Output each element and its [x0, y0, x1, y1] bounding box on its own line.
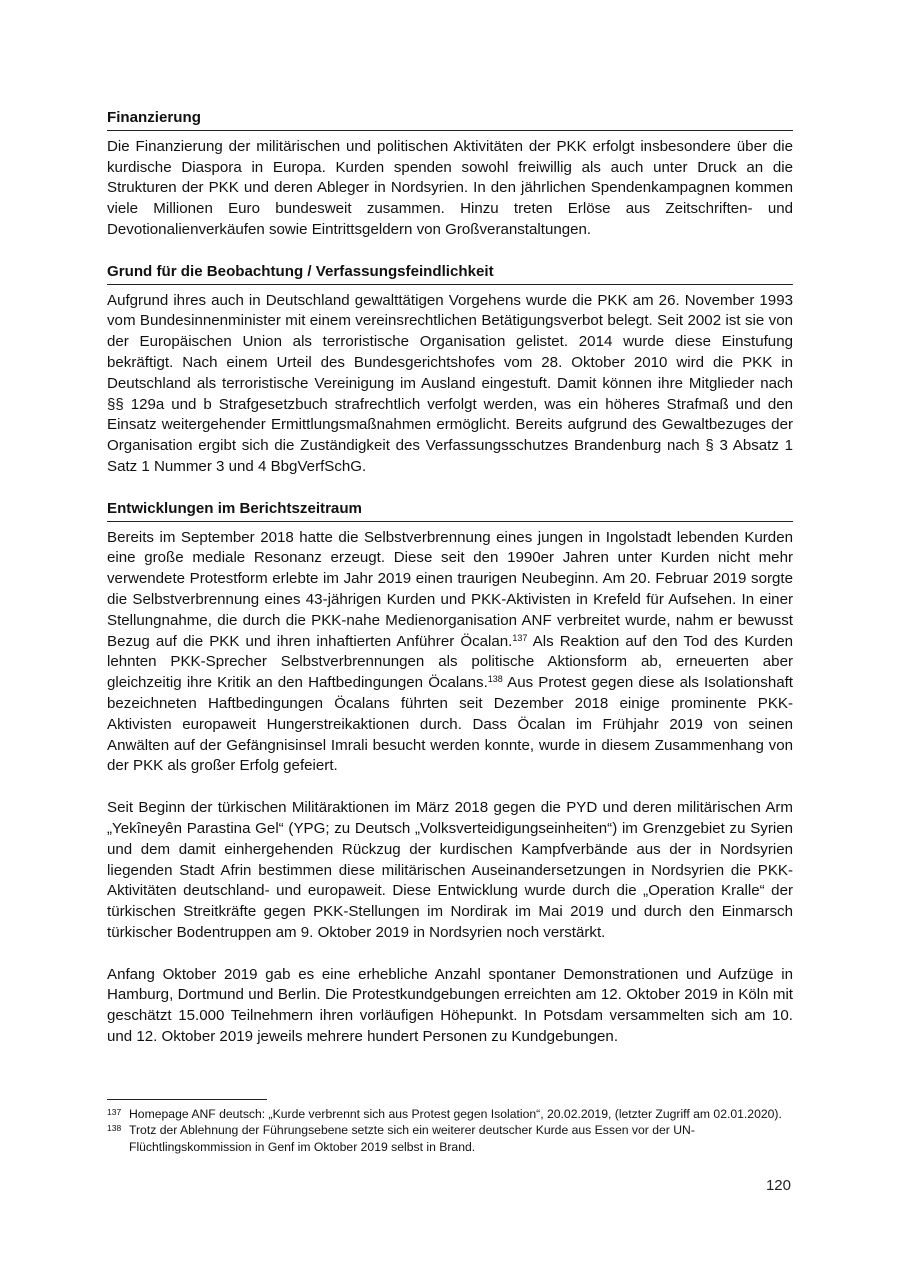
page-number: 120: [765, 1177, 791, 1194]
section-finanzierung: [107, 108, 793, 241]
footnote: [107, 1122, 793, 1155]
footnote-ref[interactable]: 138: [487, 674, 503, 685]
footnote-number: 137: [107, 1107, 122, 1117]
paragraph-text: Als Reaktion auf den Tod des Kurden lehnten PKK-Sprecher Selbstverbrennungen als politische Aktionsform ab, erneuerten aber gleichzeitig ihre Kritik an den Haftbedingungen Öcalans.: [107, 632, 793, 692]
section-grund-beobachtung: [107, 262, 793, 478]
paragraph: Aufgrund ihres auch in Deutschland gewalttätigen Vorgehens wurde die PKK am 26. November 1993 vom Bundesinnenminister mit einem vereinsrechtlichen Betätigungsverbot belegt. Seit 2002 ist sie von der Europäischen Union als terroristische Organisation gelistet. 2014 wurde diese Einstufung bekräftigt. Nach einem Urteil des Bundesgerichtshofes vom 28. Oktober 2010 wird die PKK in Deutschland als terroristische Vereinigung im Ausland eingestuft. Damit können ihre Mitglieder nach §§ 129a und b Strafgesetzbuch strafrechtlich verfolgt werden, was ein höheres Strafmaß und den Einsatz weitergehender Ermittlungsmaßnahmen ermöglicht. Bereits aufgrund des Gewaltbezuges der Organisation ergibt sich die Zuständigkeit des Verfassungsschutzes Brandenburg nach § 3 Absatz 1 Satz 1 Nummer 3 und 4 BbgVerfSchG.: [107, 291, 793, 475]
section-heading: Grund für die Beobachtung / Verfassungsfeindlichkeit: [107, 262, 793, 285]
main-content: [107, 108, 793, 1069]
paragraph: Anfang Oktober 2019 gab es eine erhebliche Anzahl spontaner Demonstrationen und Aufzüge in Hamburg, Dortmund und Berlin. Die Protestkundgebungen erreichten am 12. Oktober 2019 in Köln mit geschätzt 15.000 Teilnehmern ihren vorläufigen Höhepunkt. In Potsdam versammelten sich am 10. und 12. Oktober 2019 jeweils mehrere hundert Personen zu Kundgebungen.: [107, 965, 793, 1046]
paragraph: Die Finanzierung der militärischen und politischen Aktivitäten der PKK erfolgt insbesondere über die kurdische Diaspora in Europa. Kurden spenden sowohl freiwillig als auch unter Druck an die Strukturen der PKK und deren Ableger in Nordsyrien. In den jährlichen Spendenkampagnen kommen viele Millionen Euro bundesweit zusammen. Hinzu treten Erlöse aus Zeitschriften- und Devotionalienverkäufen sowie Eintrittsgeldern von Großveranstaltungen.: [107, 137, 793, 238]
footnotes: [107, 1106, 793, 1155]
paragraph: Seit Beginn der türkischen Militäraktionen im März 2018 gegen die PYD und deren militärischen Arm „Yekîneyên Parastina Gel“ (YPG; zu Deutsch „Volksverteidigungseinheiten“) im Grenzgebiet zu Syrien und dem damit einhergehenden Rückzug der kurdischen Kampfverbände aus der in Nordsyrien liegenden Stadt Afrin bestimmen diese militärischen Auseinandersetzungen in Nordsyrien die PKK-Aktivitäten deutschland- und europaweit. Diese Entwicklung wurde durch die „Operation Kralle“ der türkischen Streitkräfte gegen PKK-Stellungen im Nordirak im Mai 2019 und durch den Einmarsch türkischer Bodentruppen am 9. Oktober 2019 in Nordsyrien noch verstärkt.: [107, 799, 793, 941]
footnote-text: Trotz der Ablehnung der Führungsebene setzte sich ein weiterer deutscher Kurde aus Essen vor der UN-Flüchtlingskommission in Genf im Oktober 2019 selbst in Brand.: [129, 1123, 695, 1154]
section-heading: Entwicklungen im Berichtszeitraum: [107, 499, 793, 522]
footnote-ref[interactable]: 137: [512, 632, 528, 643]
footnote: [107, 1106, 793, 1122]
footnote-number: 138: [107, 1123, 122, 1134]
paragraph: [107, 528, 793, 778]
footnote-separator: [107, 1099, 267, 1100]
paragraph-text: Aus Protest gegen diese als Isolationshaft bezeichneten Haftbedingungen Öcalans führten seit Dezember 2018 einige prominente PKK-Aktivisten europaweit Hungerstreikaktionen durch. Dass Öcalan im Frühjahr 2019 von seinen Anwälten auf der Gefängnisinsel Imrali besucht werden konnte, wurde in diesem Zusammenhang von der PKK als großer Erfolg gefeiert.: [107, 674, 793, 775]
section-heading: Finanzierung: [107, 108, 793, 131]
paragraph-text: Bereits im September 2018 hatte die Selbstverbrennung eines jungen in Ingolstadt lebenden Kurden eine große mediale Resonanz erzeugt. Diese seit den 1990er Jahren unter Kurden nicht mehr verwendete Protestform erlebte im Jahr 2019 einen traurigen Neubeginn. Am 20. Februar 2019 sorgte die Selbstverbrennung eines 43-jährigen Kurden und PKK-Aktivisten in Krefeld für Aufsehen. In einer Stellungnahme, die durch die PKK-nahe Medienorganisation ANF verbreitet wurde, nahm er bewusst Bezug auf die PKK und ihren inhaftierten Anführer Öcalan.: [107, 528, 793, 650]
footnote-text: Homepage ANF deutsch: „Kurde verbrennt sich aus Protest gegen Isolation“, 20.02.2019, (letzter Zugriff am 02.01.2020).: [129, 1107, 782, 1121]
section-entwicklungen: [107, 499, 793, 1048]
